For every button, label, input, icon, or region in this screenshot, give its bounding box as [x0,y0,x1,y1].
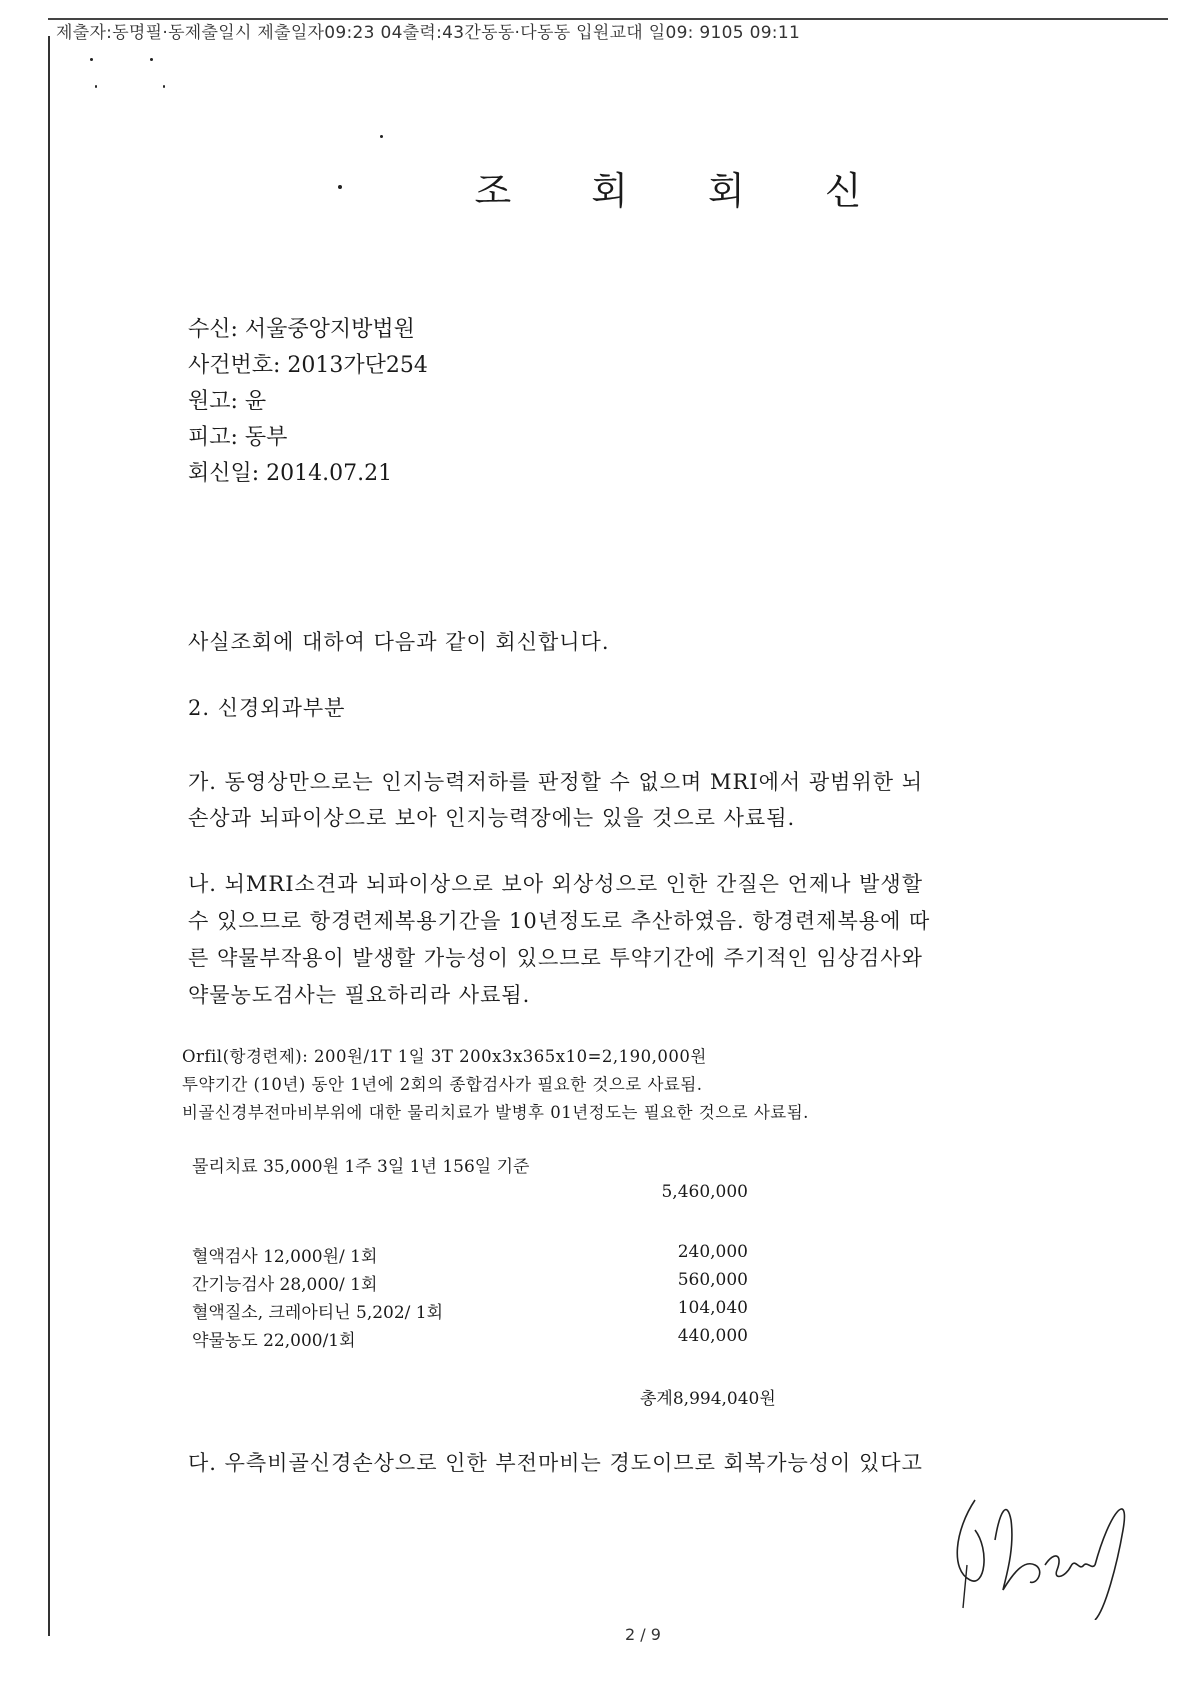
paragraph-ga-line: 가. 동영상만으로는 인지능력저하를 판정할 수 없으며 MRI에서 광범위한 뇌 [188,770,923,794]
recipient: 수신: 서울중앙지방법원 [188,317,415,342]
physio-label: 물리치료 35,000원 1주 3일 1년 156일 기준 [192,1157,530,1177]
reply-date: 회신일: 2014.07.21 [188,461,393,486]
fee-label: 간기능검사 28,000/ 1회 [192,1275,378,1295]
paragraph-na-line: 수 있으므로 항경련제복용기간을 10년정도로 추산하였음. 항경련제복용에 따 [188,909,931,933]
page-number: 2 / 9 [625,1625,661,1644]
note-line: 투약기간 (10년) 동안 1년에 2회의 종합검사가 필요한 것으로 사료됨. [182,1075,703,1094]
case-number: 사건번호: 2013가단254 [188,353,428,378]
physio-amount: 5,460,000 [661,1182,748,1202]
note-line: Orfil(항경련제): 200원/1T 1일 3T 200x3x365x10=2,190,000원 [182,1047,707,1066]
fee-amount: 560,000 [677,1270,748,1290]
fax-header: 제출자:동명필·동제출일시 제출일자09:23 04출력:43간동동·다동동 입원교대 일09: 9105 09:11 [56,23,801,43]
paragraph-na-line: 약물농도검사는 필요하리라 사료됨. [188,983,531,1007]
page-left-border [48,36,50,1636]
fee-amount: 440,000 [677,1326,748,1346]
scan-speck [163,85,165,88]
paragraph-na-line: 나. 뇌MRI소견과 뇌파이상으로 보아 외상성으로 인한 간질은 언제나 발생할 [188,872,923,896]
paragraph-ga-line: 손상과 뇌파이상으로 보아 인지능력장에는 있을 것으로 사료됨. [188,806,796,830]
handwritten-signature [945,1470,1145,1620]
plaintiff: 원고: 윤 [188,389,267,414]
fee-label: 약물농도 22,000/1회 [192,1331,356,1351]
fee-label: 혈액검사 12,000원/ 1회 [192,1247,378,1267]
fee-label: 혈액질소, 크레아티닌 5,202/ 1회 [192,1303,444,1323]
intro-sentence: 사실조회에 대하여 다음과 같이 회신합니다. [188,630,610,654]
scan-speck [150,58,153,61]
document-title: 조 회 회 신 [474,169,896,213]
defendant: 피고: 동부 [188,425,288,450]
scan-speck [90,58,93,61]
scan-speck [380,135,383,138]
fee-amount: 104,040 [677,1298,748,1318]
fee-amount: 240,000 [677,1242,748,1262]
total-amount: 총계8,994,040원 [640,1389,776,1409]
paragraph-na-line: 른 약물부작용이 발생할 가능성이 있으므로 투약기간에 주기적인 임상검사와 [188,946,923,970]
section-heading: 2. 신경외과부분 [188,696,346,720]
scan-speck [95,85,97,88]
paragraph-da: 다. 우측비골신경손상으로 인한 부전마비는 경도이므로 회복가능성이 있다고 [188,1451,923,1475]
note-line: 비골신경부전마비부위에 대한 물리치료가 발병후 01년정도는 필요한 것으로 사료됨. [182,1103,809,1122]
